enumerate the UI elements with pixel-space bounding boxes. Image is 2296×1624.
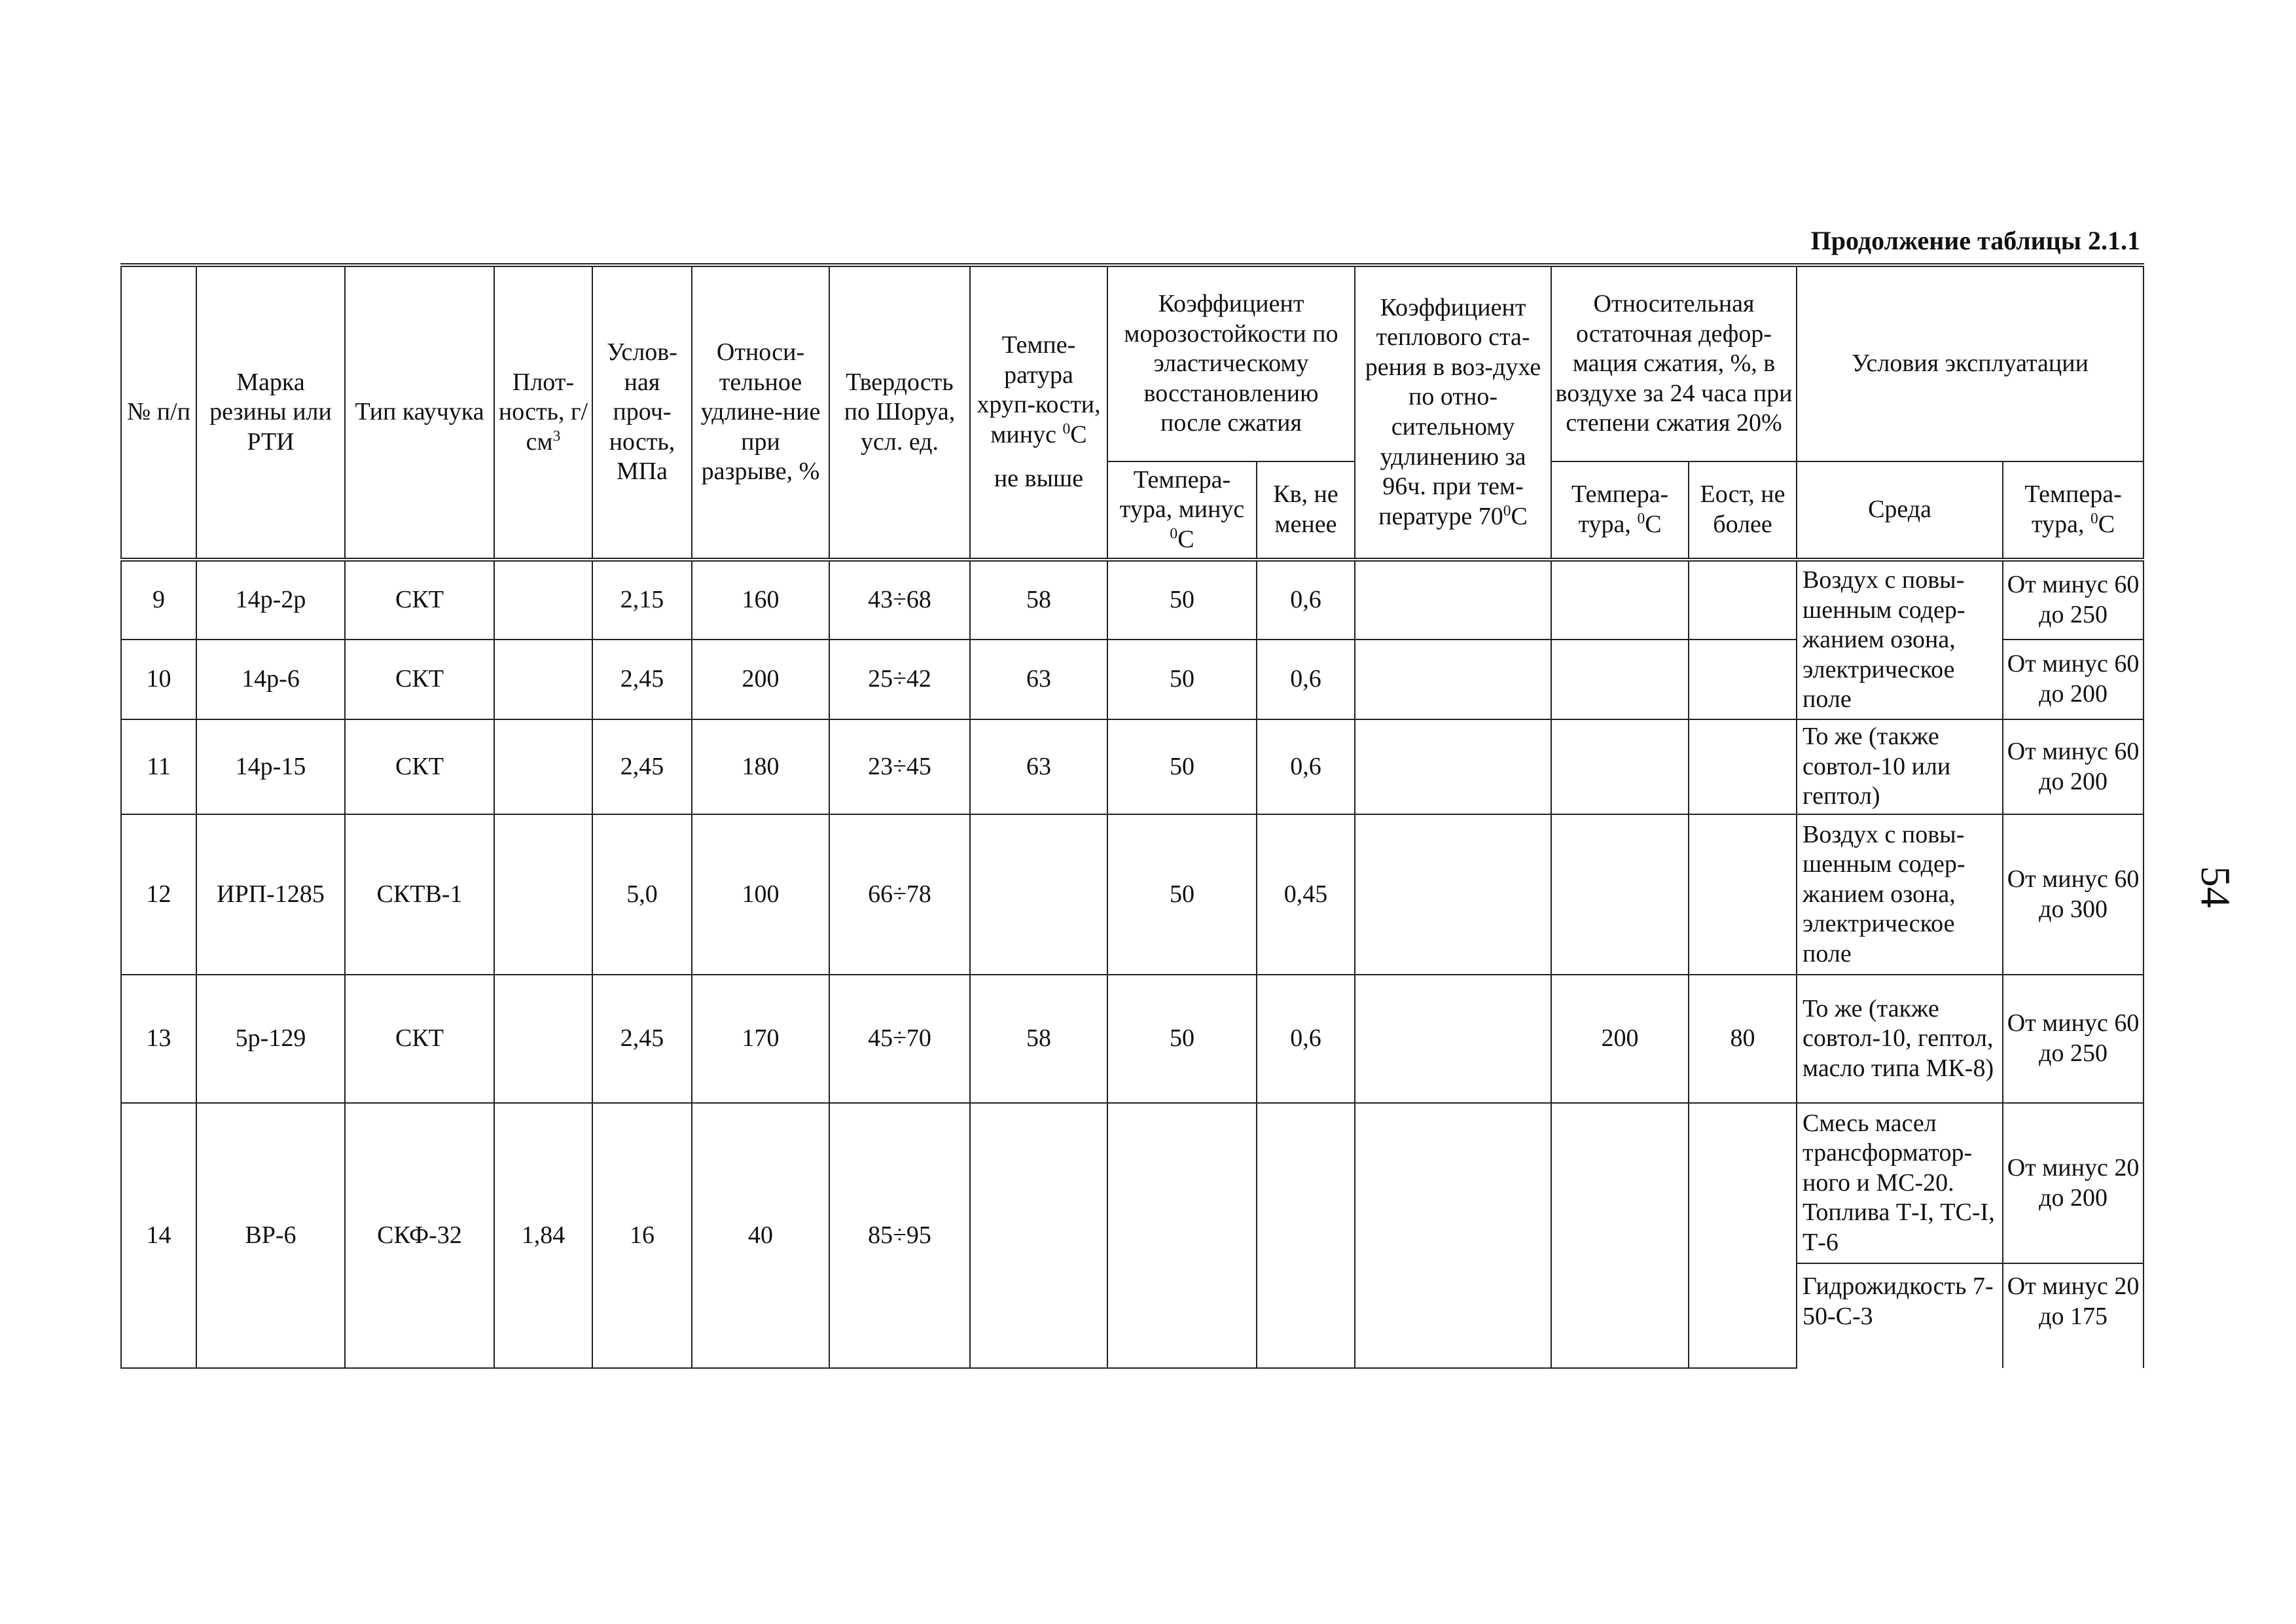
cell-brand: 14р-6 <box>196 640 345 719</box>
cell-type: СКТ <box>345 640 494 719</box>
cell-kv: 0,6 <box>1257 640 1355 719</box>
cell-strength: 2,45 <box>592 719 692 814</box>
cell-cond-temp: От минус 20 до 200 <box>2003 1103 2144 1263</box>
table-row <box>121 560 2144 640</box>
cell-deform-temp <box>1551 719 1689 814</box>
cell-type: СКТ <box>345 719 494 814</box>
cell-medium: Воздух с повы-шенным содер-жанием озона, электрическое поле <box>1797 560 2003 719</box>
header-rubber-type: Тип каучука <box>345 265 494 560</box>
cell-medium: То же (также совтол-10, гептол, масло типа МК-8) <box>1797 975 2003 1103</box>
cell-brand: ВР-6 <box>196 1103 345 1368</box>
cell-kv: 0,6 <box>1257 975 1355 1103</box>
cell-medium: То же (также совтол-10 или гептол) <box>1797 719 2003 814</box>
cell-density <box>494 560 592 640</box>
rubber-properties-table <box>120 263 2144 1369</box>
table-row <box>121 814 2144 975</box>
cell-aging <box>1355 560 1551 640</box>
cell-eost <box>1689 719 1797 814</box>
cell-cond-temp: От минус 60 до 200 <box>2003 719 2144 814</box>
cell-deform-temp <box>1551 814 1689 975</box>
cell-type: СКТ <box>345 560 494 640</box>
cell-eost <box>1689 814 1797 975</box>
header-medium: Среда <box>1797 461 2003 560</box>
header-strength: Услов-ная проч-ность, МПа <box>592 265 692 560</box>
cell-frost-temp: 50 <box>1107 975 1257 1103</box>
cell-type: СКТ <box>345 975 494 1103</box>
cell-strength: 5,0 <box>592 814 692 975</box>
cell-density <box>494 719 592 814</box>
cell-density: 1,84 <box>494 1103 592 1368</box>
header-deform-eost: Еост, не более <box>1689 461 1797 560</box>
cell-brittle <box>970 814 1107 975</box>
cell-hardness: 66÷78 <box>829 814 970 975</box>
header-frost-temp: Темпера-тура, минус $^0$С <box>1107 461 1257 560</box>
cell-hardness: 45÷70 <box>829 975 970 1103</box>
page-number: 54 <box>2193 866 2239 908</box>
cell-hardness: 43÷68 <box>829 560 970 640</box>
cell-no: 9 <box>121 560 196 640</box>
cell-type: СКФ-32 <box>345 1103 494 1368</box>
cell-no: 14 <box>121 1103 196 1368</box>
cell-aging <box>1355 640 1551 719</box>
cell-kv: 0,6 <box>1257 719 1355 814</box>
cell-aging <box>1355 1103 1551 1368</box>
table-caption: Продолжение таблицы 2.1.1 <box>1810 226 2140 255</box>
cell-eost <box>1689 1103 1797 1368</box>
table-row <box>121 1103 2144 1263</box>
cell-frost-temp: 50 <box>1107 640 1257 719</box>
cell-strength: 2,15 <box>592 560 692 640</box>
header-cond-temp: Темпера-тура, $^0$С <box>2003 461 2144 560</box>
cell-brand: ИРП-1285 <box>196 814 345 975</box>
cell-brand: 14р-15 <box>196 719 345 814</box>
header-frost-kv: Кв, не менее <box>1257 461 1355 560</box>
cell-hardness: 23÷45 <box>829 719 970 814</box>
cell-aging <box>1355 814 1551 975</box>
cell-brittle <box>970 1103 1107 1368</box>
cell-frost-temp: 50 <box>1107 719 1257 814</box>
cell-elongation: 170 <box>692 975 829 1103</box>
cell-frost-temp <box>1107 1103 1257 1368</box>
cell-density <box>494 814 592 975</box>
cell-aging <box>1355 719 1551 814</box>
cell-deform-temp <box>1551 640 1689 719</box>
cell-cond-temp: От минус 20 до 175 <box>2003 1263 2144 1368</box>
cell-frost-temp: 50 <box>1107 560 1257 640</box>
header-aging-coef: Коэффициент теплового ста-рения в воз-духе по отно-сительному удлинению за 96ч. при тем-пературе $70^0С$ <box>1355 265 1551 560</box>
cell-strength: 2,45 <box>592 975 692 1103</box>
cell-elongation: 100 <box>692 814 829 975</box>
cell-elongation: 160 <box>692 560 829 640</box>
cell-cond-temp: От минус 60 до 300 <box>2003 814 2144 975</box>
cell-elongation: 200 <box>692 640 829 719</box>
cell-frost-temp: 50 <box>1107 814 1257 975</box>
cell-no: 10 <box>121 640 196 719</box>
cell-kv: 0,6 <box>1257 560 1355 640</box>
cell-medium: Гидрожидкость 7-50-С-3 <box>1797 1263 2003 1368</box>
table-row <box>121 975 2144 1103</box>
header-deform: Относительная остаточная дефор-мация сжатия, %, в воздухе за 24 часа при степени сжатия 20% <box>1551 265 1797 461</box>
cell-brittle: 58 <box>970 975 1107 1103</box>
cell-cond-temp: От минус 60 до 200 <box>2003 640 2144 719</box>
header-no: № п/п <box>121 265 196 560</box>
cell-strength: 16 <box>592 1103 692 1368</box>
cell-medium: Воздух с повы-шенным содер-жанием озона, электрическое поле <box>1797 814 2003 975</box>
cell-no: 13 <box>121 975 196 1103</box>
cell-cond-temp: От минус 60 до 250 <box>2003 975 2144 1103</box>
cell-no: 11 <box>121 719 196 814</box>
cell-kv: 0,45 <box>1257 814 1355 975</box>
cell-strength: 2,45 <box>592 640 692 719</box>
cell-hardness: 25÷42 <box>829 640 970 719</box>
cell-brittle: 58 <box>970 560 1107 640</box>
header-brittle-note: не выше <box>994 465 1084 493</box>
cell-brand: 5р-129 <box>196 975 345 1103</box>
header-density: Плот-ность, $г/см^3$ <box>494 265 592 560</box>
cell-deform-temp: 200 <box>1551 975 1689 1103</box>
cell-type: СКТВ-1 <box>345 814 494 975</box>
header-deform-temp: Темпера-тура, $^0$С <box>1551 461 1689 560</box>
cell-deform-temp <box>1551 560 1689 640</box>
cell-hardness: 85÷95 <box>829 1103 970 1368</box>
cell-medium: Смесь масел трансформатор-ного и МС-20. Топлива Т-I, ТС-I, Т-6 <box>1797 1103 2003 1263</box>
cell-eost <box>1689 640 1797 719</box>
cell-elongation: 180 <box>692 719 829 814</box>
cell-brand: 14р-2р <box>196 560 345 640</box>
cell-aging <box>1355 975 1551 1103</box>
cell-density <box>494 975 592 1103</box>
header-brittle-temp: Темпе-ратура хруп-кости, минус $^0$С не выше <box>970 265 1107 560</box>
header-frost-coef: Коэффициент морозостойкости по эластическому восстановлению после сжатия <box>1107 265 1355 461</box>
header-elongation: Относи-тельное удлине-ние при разрыве, % <box>692 265 829 560</box>
cell-eost <box>1689 560 1797 640</box>
cell-deform-temp <box>1551 1103 1689 1368</box>
header-brand: Марка резины или РТИ <box>196 265 345 560</box>
cell-no: 12 <box>121 814 196 975</box>
cell-elongation: 40 <box>692 1103 829 1368</box>
header-hardness: Твердость по Шоруа, усл. ед. <box>829 265 970 560</box>
cell-eost: 80 <box>1689 975 1797 1103</box>
cell-brittle: 63 <box>970 640 1107 719</box>
cell-density <box>494 640 592 719</box>
cell-cond-temp: От минус 60 до 250 <box>2003 560 2144 640</box>
header-conditions: Условия эксплуатации <box>1797 265 2144 461</box>
cell-brittle: 63 <box>970 719 1107 814</box>
cell-kv <box>1257 1103 1355 1368</box>
table-row <box>121 719 2144 814</box>
